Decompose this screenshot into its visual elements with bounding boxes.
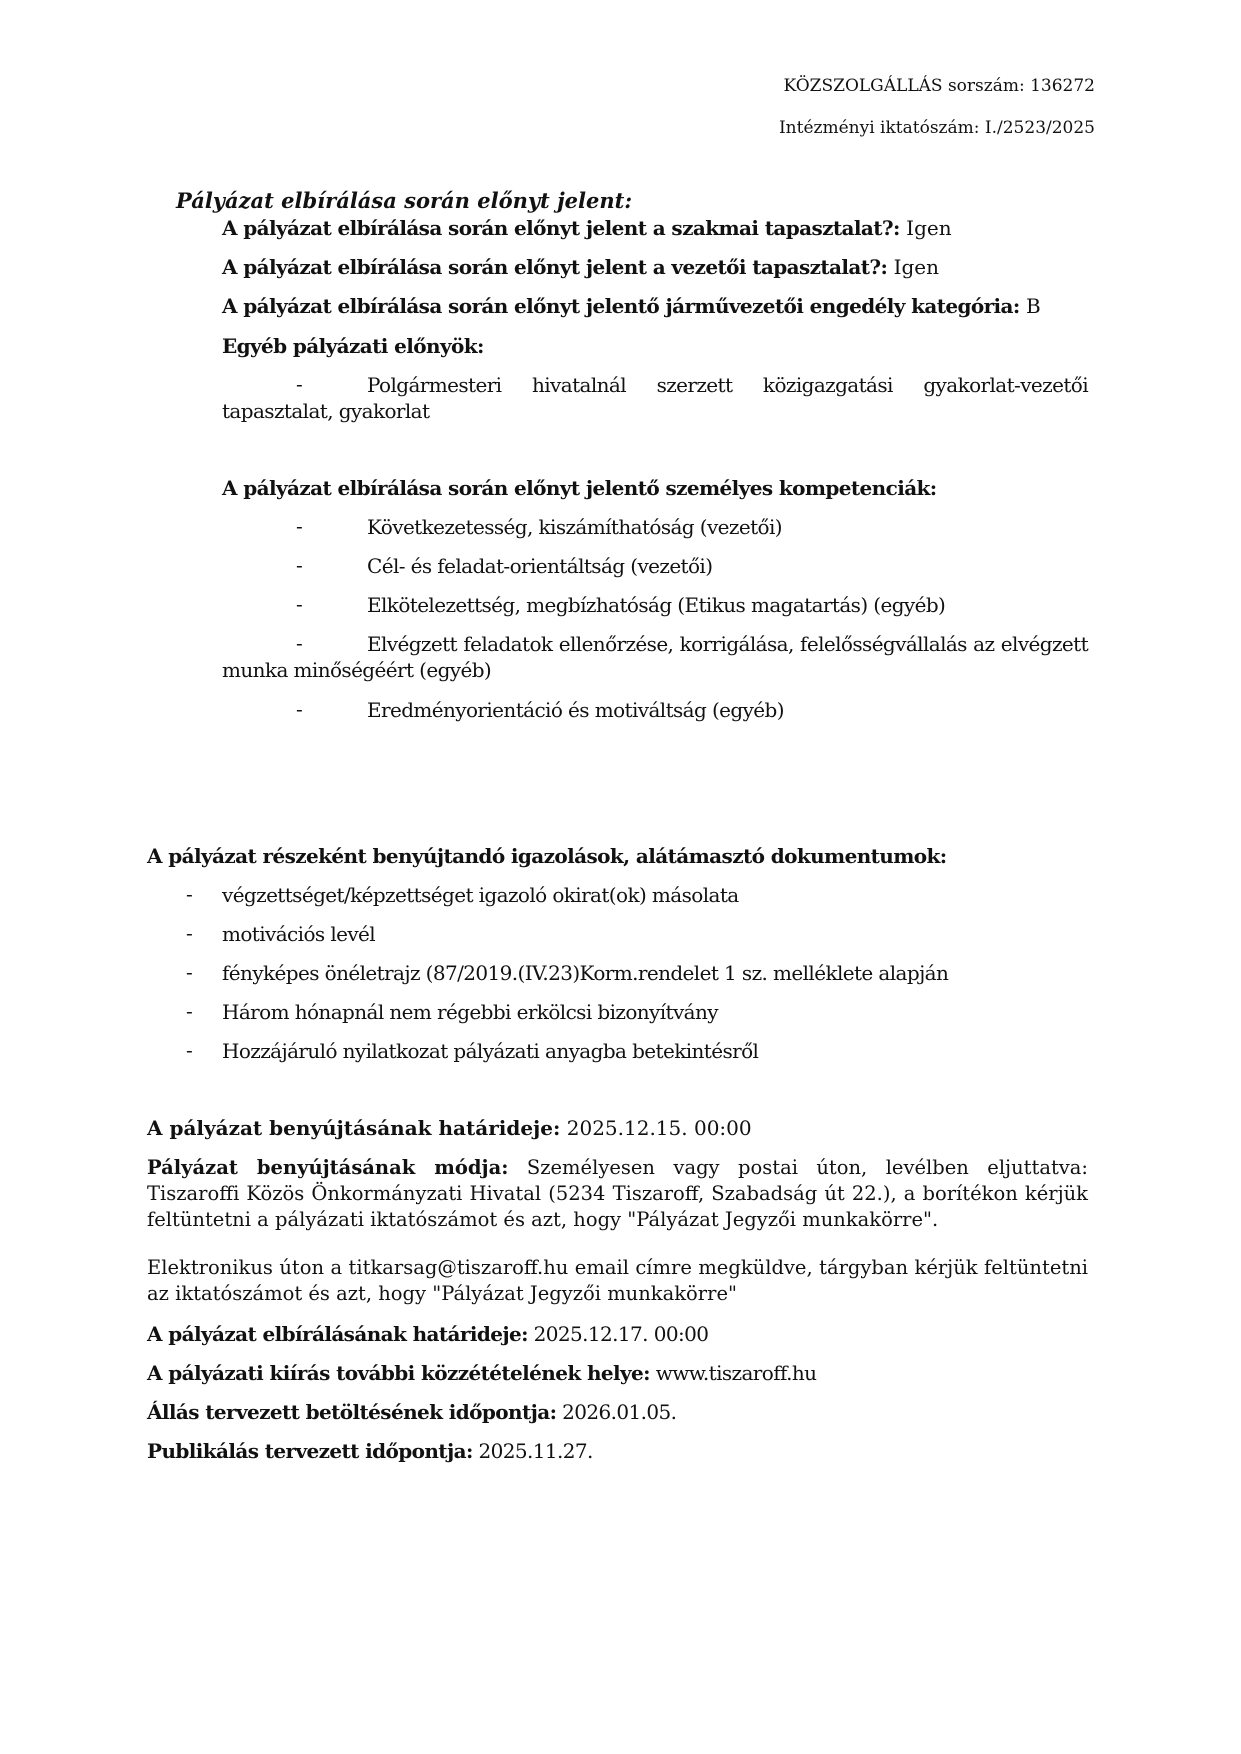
documents-title: A pályázat részeként benyújtandó igazolások, alátámasztó dokumentumok:	[147, 844, 947, 868]
publication-place-value[interactable]: www.tiszaroff.hu	[649, 1361, 817, 1385]
submission-method-label: Pályázat benyújtásának módja:	[147, 1156, 509, 1179]
advantage-item-leadership	[222, 254, 939, 280]
electronic-submission-suffix: email címre megküldve, tárgyban kérjük feltüntetni az iktatószámot és azt, hogy "Pályázat Jegyzői munkakörre"	[147, 1256, 1088, 1305]
competency-item: Következetesség, kiszámíthatóság (vezetői)	[367, 515, 782, 539]
publication-place-label: A pályázati kiírás további közzétételének helye:	[147, 1361, 650, 1385]
advantage-value: B	[1019, 294, 1041, 318]
dash-bullet: -	[186, 999, 193, 1023]
other-advantage-text: Polgármesteri hivatalnál szerzett közigazgatási gyakorlat-vezetői tapasztalat, gyakorlat	[222, 373, 1088, 423]
dash-bullet: -	[296, 631, 303, 655]
advantage-label: A pályázat elbírálása során előnyt jelentő járművezetői engedély kategória:	[222, 294, 1020, 318]
document-item: Három hónapnál nem régebbi erkölcsi bizonyítvány	[222, 1000, 718, 1024]
document-item: Hozzájáruló nyilatkozat pályázati anyagba betekintésről	[222, 1039, 759, 1063]
dash-bullet: -	[186, 1038, 193, 1062]
publication-place	[147, 1360, 816, 1386]
submission-method	[147, 1155, 1088, 1233]
document-item: végzettséget/képzettséget igazoló okirat(ok) másolata	[222, 883, 739, 907]
planned-fill-date	[147, 1399, 676, 1425]
document-item: fényképes önéletrajz (87/2019.(IV.23)Korm.rendelet 1 sz. melléklete alapján	[222, 961, 949, 985]
registry-number: Intézményi iktatószám: I./2523/2025	[778, 118, 1095, 138]
competencies-title: A pályázat elbírálása során előnyt jelentő személyes kompetenciák:	[222, 476, 937, 500]
dash-bullet: -	[296, 592, 303, 616]
planned-publish-date-value: 2025.11.27.	[472, 1439, 593, 1463]
electronic-submission-prefix: Elektronikus úton a	[147, 1256, 349, 1279]
serial-number: KÖZSZOLGÁLLÁS sorszám: 136272	[783, 76, 1095, 96]
dash-bullet: -	[186, 882, 193, 906]
dash-bullet: -	[296, 553, 303, 577]
evaluation-deadline	[147, 1321, 708, 1347]
advantages-title: Pályázat elbírálása során előnyt jelent:	[176, 188, 633, 213]
other-advantages-title: Egyéb pályázati előnyök:	[222, 334, 484, 358]
competency-item	[222, 631, 1088, 683]
dash-bullet: -	[296, 514, 303, 538]
dash-bullet: -	[296, 697, 303, 721]
submission-deadline-value: 2025.12.15. 00:00	[560, 1116, 752, 1140]
electronic-submission	[147, 1255, 1088, 1307]
email-link[interactable]: titkarsag@tiszaroff.hu	[348, 1256, 569, 1279]
dash-bullet: -	[296, 372, 303, 396]
competency-item: Elkötelezettség, megbízhatóság (Etikus magatartás) (egyéb)	[367, 593, 946, 617]
submission-method-value: Személyesen vagy postai úton, levélben eljuttatva: Tiszaroffi Közös Önkormányzati Hivatal (5234 Tiszaroff, Szabadság út 22.), a borítékon kérjük feltüntetni a pályázati iktatószámot és azt, hogy "Pályázat Jegyzői munkakörre".	[147, 1156, 1089, 1231]
dash-bullet: -	[186, 921, 193, 945]
advantage-label: A pályázat elbírálása során előnyt jelent a vezetői tapasztalat?:	[222, 255, 888, 279]
submission-deadline-label: A pályázat benyújtásának határideje:	[147, 1116, 561, 1140]
advantage-label: A pályázat elbírálása során előnyt jelent a szakmai tapasztalat?:	[222, 216, 900, 240]
competency-text: Elvégzett feladatok ellenőrzése, korrigálása, felelősségvállalás az elvégzett munka minőségéért (egyéb)	[222, 632, 1088, 682]
planned-fill-date-value: 2026.01.05.	[556, 1400, 677, 1424]
evaluation-deadline-label: A pályázat elbírálásának határideje:	[147, 1322, 528, 1346]
advantage-value: Igen	[887, 255, 940, 279]
submission-deadline	[147, 1115, 752, 1141]
document-item: motivációs levél	[222, 922, 376, 946]
advantage-item-license	[222, 293, 1041, 319]
competency-item: Eredményorientáció és motiváltság (egyéb)	[367, 698, 784, 722]
advantage-value: Igen	[899, 216, 952, 240]
competency-item: Cél- és feladat-orientáltság (vezetői)	[367, 554, 713, 578]
other-advantage-item	[222, 372, 1088, 424]
dash-bullet: -	[186, 960, 193, 984]
planned-fill-date-label: Állás tervezett betöltésének időpontja:	[147, 1400, 557, 1424]
planned-publish-date	[147, 1438, 593, 1464]
advantage-item-professional	[222, 215, 952, 241]
evaluation-deadline-value: 2025.12.17. 00:00	[527, 1322, 709, 1346]
planned-publish-date-label: Publikálás tervezett időpontja:	[147, 1439, 473, 1463]
